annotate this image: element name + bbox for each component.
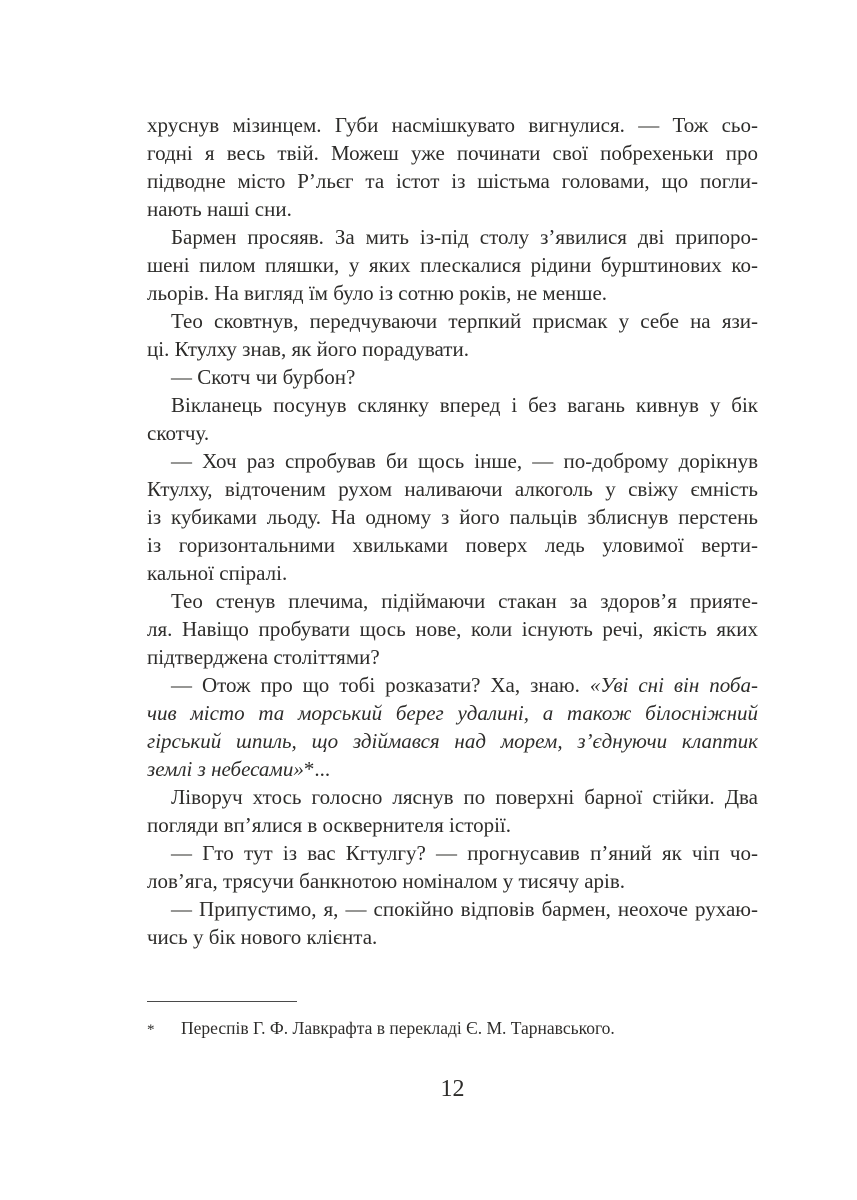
quote-italic-text: землі з небесами» xyxy=(147,757,304,781)
body-text: шені пилом пляшки, у яких плескалися рідини бурштинових ко- xyxy=(147,253,758,277)
text-line xyxy=(147,783,758,811)
text-line xyxy=(147,811,758,839)
footnote-text: Переспів Г. Ф. Лавкрафта в перекладі Є. М. Тарнавського. xyxy=(181,1018,615,1038)
text-line xyxy=(147,447,758,475)
text-line xyxy=(147,195,758,223)
quote-italic-text: «Уві сні він поба- xyxy=(589,673,758,697)
body-text: скотчу. xyxy=(147,421,210,445)
text-line xyxy=(147,363,758,391)
body-text: — Припустимо, я, — спокійно відповів бармен, неохоче рухаю- xyxy=(171,897,758,921)
body-text: кальної спіралі. xyxy=(147,561,288,585)
text-line xyxy=(147,727,758,755)
text-line xyxy=(147,139,758,167)
body-text: погляди вп’ялися в осквернителя історії. xyxy=(147,813,512,837)
body-text: Ктулху, відточеним рухом наливаючи алкоголь у свіжу ємність xyxy=(147,477,758,501)
footnote-marker: * xyxy=(147,1022,155,1038)
body-text: *... xyxy=(303,757,331,781)
text-line xyxy=(147,167,758,195)
text-line xyxy=(147,643,758,671)
body-text: Ліворуч хтось голосно ляснув по поверхні барної стійки. Два xyxy=(171,785,758,809)
quote-italic-text: чив місто та морський берег удалині, а також білосніжний xyxy=(147,701,758,725)
body-text: ля. Навіщо пробувати щось нове, коли існують речі, якість яких xyxy=(147,617,758,641)
text-block xyxy=(147,111,758,951)
text-line xyxy=(147,615,758,643)
text-line xyxy=(147,755,758,783)
text-line xyxy=(147,475,758,503)
body-text: підводне місто Р’льєг та істот із шістьма головами, що погли- xyxy=(147,169,758,193)
body-text: підтверджена століттями? xyxy=(147,645,380,669)
text-line xyxy=(147,307,758,335)
text-line xyxy=(147,279,758,307)
text-line xyxy=(147,251,758,279)
body-text: ці. Ктулху знав, як його порадувати. xyxy=(147,337,469,361)
quote-italic-text: гірський шпиль, що здіймався над морем, з’єднуючи клаптик xyxy=(147,729,758,753)
text-line xyxy=(147,503,758,531)
text-line xyxy=(147,391,758,419)
body-text: Бармен просяяв. За мить із-під столу з’явилися дві припоро- xyxy=(171,225,758,249)
text-line xyxy=(147,671,758,699)
body-text: Тео стенув плечима, підіймаючи стакан за здоров’я прияте- xyxy=(171,589,758,613)
footnote-line xyxy=(147,1017,758,1041)
text-line xyxy=(147,223,758,251)
body-text: чись у бік нового клієнта. xyxy=(147,925,378,949)
body-text: — Отож про що тобі розказати? Ха, знаю. xyxy=(171,673,590,697)
body-text: нають наші сни. xyxy=(147,197,292,221)
text-line xyxy=(147,867,758,895)
text-line xyxy=(147,335,758,363)
body-text: — Скотч чи бурбон? xyxy=(171,365,356,389)
text-line xyxy=(147,587,758,615)
body-text: хруснув мізинцем. Губи насмішкувато вигнулися. — Тож сьо- xyxy=(147,113,758,137)
body-text: льорів. На вигляд їм було із сотню років, не менше. xyxy=(147,281,608,305)
body-text: із кубиками льоду. На одному з його пальців зблиснув перстень xyxy=(147,505,758,529)
body-text: — Гто тут із вас Кгтулгу? — прогнусавив п’яний як чіп чо- xyxy=(171,841,758,865)
body-text: годні я весь твій. Можеш уже починати свої побрехеньки про xyxy=(147,141,758,165)
footnote xyxy=(147,1001,758,1041)
text-line xyxy=(147,531,758,559)
body-text: — Хоч раз спробував би щось інше, — по-доброму дорікнув xyxy=(171,449,758,473)
text-line xyxy=(147,419,758,447)
text-line xyxy=(147,699,758,727)
text-line xyxy=(147,111,758,139)
text-line xyxy=(147,895,758,923)
text-line xyxy=(147,923,758,951)
text-line xyxy=(147,559,758,587)
footnote-rule xyxy=(147,1001,297,1002)
text-line xyxy=(147,839,758,867)
body-text: лов’яга, трясучи банкнотою номіналом у тисячу арів. xyxy=(147,869,626,893)
body-text: Вікланець посунув склянку вперед і без вагань кивнув у бік xyxy=(171,393,758,417)
body-text: Тео сковтнув, передчуваючи терпкий присмак у себе на язи- xyxy=(171,309,758,333)
page-number: 12 xyxy=(440,1076,465,1102)
body-text: із горизонтальними хвильками поверх ледь уловимої верти- xyxy=(147,533,758,557)
